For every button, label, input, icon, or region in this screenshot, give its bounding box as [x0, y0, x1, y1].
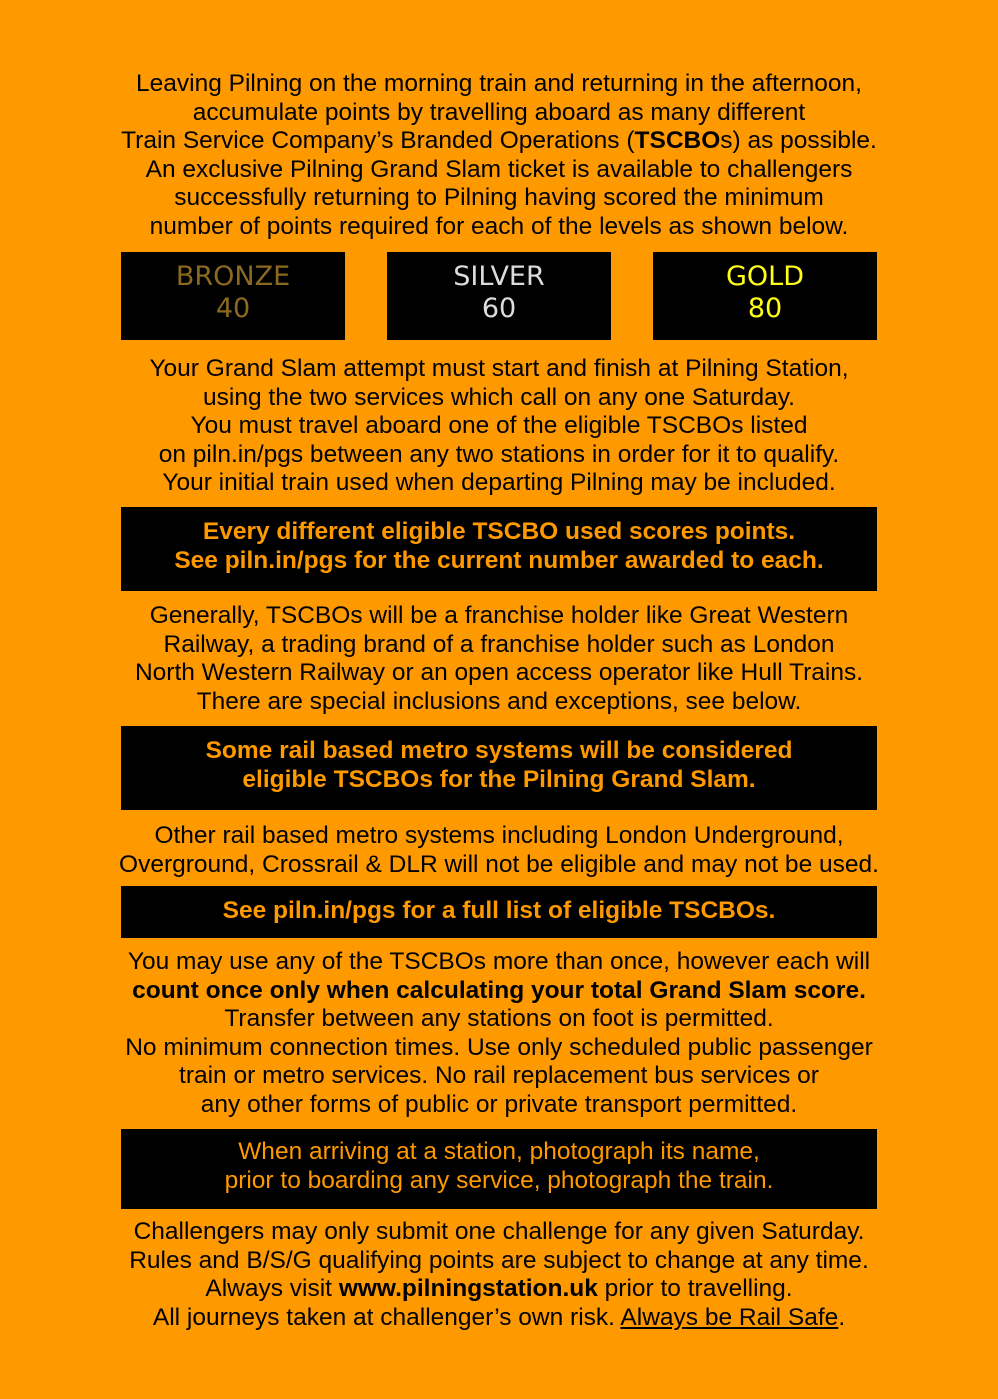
usage-line-3: Transfer between any stations on foot is permitted. — [224, 1005, 774, 1033]
usage-line-6: any other forms of public or private transport permitted. — [200, 1090, 798, 1118]
intro-line-6: number of points required for each of the levels as shown below. — [149, 212, 849, 240]
general-line-4: There are special inclusions and exceptions, see below. — [196, 687, 802, 715]
intro-paragraph — [0, 70, 998, 242]
intro-line-4: An exclusive Pilning Grand Slam ticket is available to challengers — [145, 155, 853, 183]
start-rules-line-1: Your Grand Slam attempt must start and finish at Pilning Station, — [149, 355, 849, 382]
closing-line-3-suffix: prior to travelling. — [597, 1275, 793, 1303]
level-bronze-points: 40 — [215, 293, 251, 324]
other-metro-line-2: Overground, Crossrail & DLR will not be eligible and may not be used. — [119, 850, 879, 878]
level-silver — [387, 252, 611, 340]
photo-notice-line-2: prior to boarding any service, photograph the train. — [224, 1166, 774, 1194]
general-line-1: Generally, TSCBOs will be a franchise holder like Great Western — [149, 602, 849, 629]
start-rules-paragraph — [0, 355, 998, 498]
intro-line-3 — [0, 127, 998, 156]
usage-line-1: You may use any of the TSCBOs more than once, however each will — [127, 948, 871, 975]
level-bronze — [121, 252, 345, 340]
usage-line-2: count once only when calculating your total Grand Slam score. — [132, 976, 866, 1004]
start-rules-line-4: on piln.in/pgs between any two stations in order for it to qualify. — [158, 440, 840, 468]
start-rules-line-5: Your initial train used when departing Pilning may be included. — [162, 469, 836, 497]
closing-paragraph — [0, 1218, 998, 1332]
closing-line-4-suffix: . — [838, 1303, 846, 1331]
points-notice-box — [121, 507, 877, 591]
closing-line-2: Rules and B/S/G qualifying points are subject to change at any time. — [129, 1246, 869, 1274]
start-rules-line-3: You must travel aboard one of the eligible TSCBOs listed — [190, 412, 808, 440]
intro-line-2: accumulate points by travelling aboard as many different — [192, 98, 806, 126]
closing-line-4 — [0, 1304, 998, 1333]
closing-line-1: Challengers may only submit one challenge for any given Saturday. — [133, 1218, 865, 1245]
level-gold-points: 80 — [747, 293, 783, 324]
general-paragraph — [0, 602, 998, 716]
eligible-list-box — [121, 886, 877, 938]
photo-notice-line-1: When arriving at a station, photograph its name, — [238, 1138, 760, 1165]
intro-line-3-prefix: Train Service Company’s Branded Operations ( — [121, 127, 635, 155]
level-gold-name: GOLD — [725, 261, 804, 292]
website-link[interactable]: www.pilningstation.uk — [338, 1275, 598, 1303]
points-notice-line-2: See piln.in/pgs for the current number awarded to each. — [174, 546, 824, 574]
eligible-list-line: See piln.in/pgs for a full list of eligible TSCBOs. — [222, 897, 776, 924]
level-bronze-name: BRONZE — [175, 261, 291, 292]
usage-line-5: train or metro services. No rail replacement bus services or — [179, 1062, 819, 1090]
points-notice-line-1: Every different eligible TSCBO used scores points. — [202, 518, 796, 545]
metro-notice-box — [121, 726, 877, 810]
photo-notice-box — [121, 1129, 877, 1209]
intro-line-1: Leaving Pilning on the morning train and returning in the afternoon, — [136, 70, 862, 97]
closing-line-3-prefix: Always visit — [205, 1275, 339, 1303]
usage-line-4: No minimum connection times. Use only scheduled public passenger — [125, 1033, 873, 1061]
tscbo-abbreviation: TSCBO — [634, 127, 721, 155]
metro-notice-line-2: eligible TSCBOs for the Pilning Grand Slam. — [242, 765, 756, 793]
metro-notice-line-1: Some rail based metro systems will be considered — [205, 737, 793, 764]
general-line-2: Railway, a trading brand of a franchise holder such as London — [163, 630, 835, 658]
level-silver-name: SILVER — [453, 261, 545, 292]
intro-line-3-suffix: s) as possible. — [720, 127, 877, 155]
intro-line-5: successfully returning to Pilning having scored the minimum — [174, 184, 824, 212]
closing-line-4-prefix: All journeys taken at challenger’s own risk. — [152, 1303, 621, 1331]
usage-paragraph — [0, 948, 998, 1120]
start-rules-line-2: using the two services which call on any one Saturday. — [203, 383, 795, 411]
closing-line-3 — [0, 1275, 998, 1304]
level-gold — [653, 252, 877, 340]
general-line-3: North Western Railway or an open access operator like Hull Trains. — [134, 659, 864, 687]
rail-safe-link[interactable]: Always be Rail Safe — [620, 1303, 839, 1331]
other-metro-line-1: Other rail based metro systems including London Underground, — [154, 822, 844, 849]
other-metro-paragraph — [0, 822, 998, 879]
level-silver-points: 60 — [481, 293, 517, 324]
